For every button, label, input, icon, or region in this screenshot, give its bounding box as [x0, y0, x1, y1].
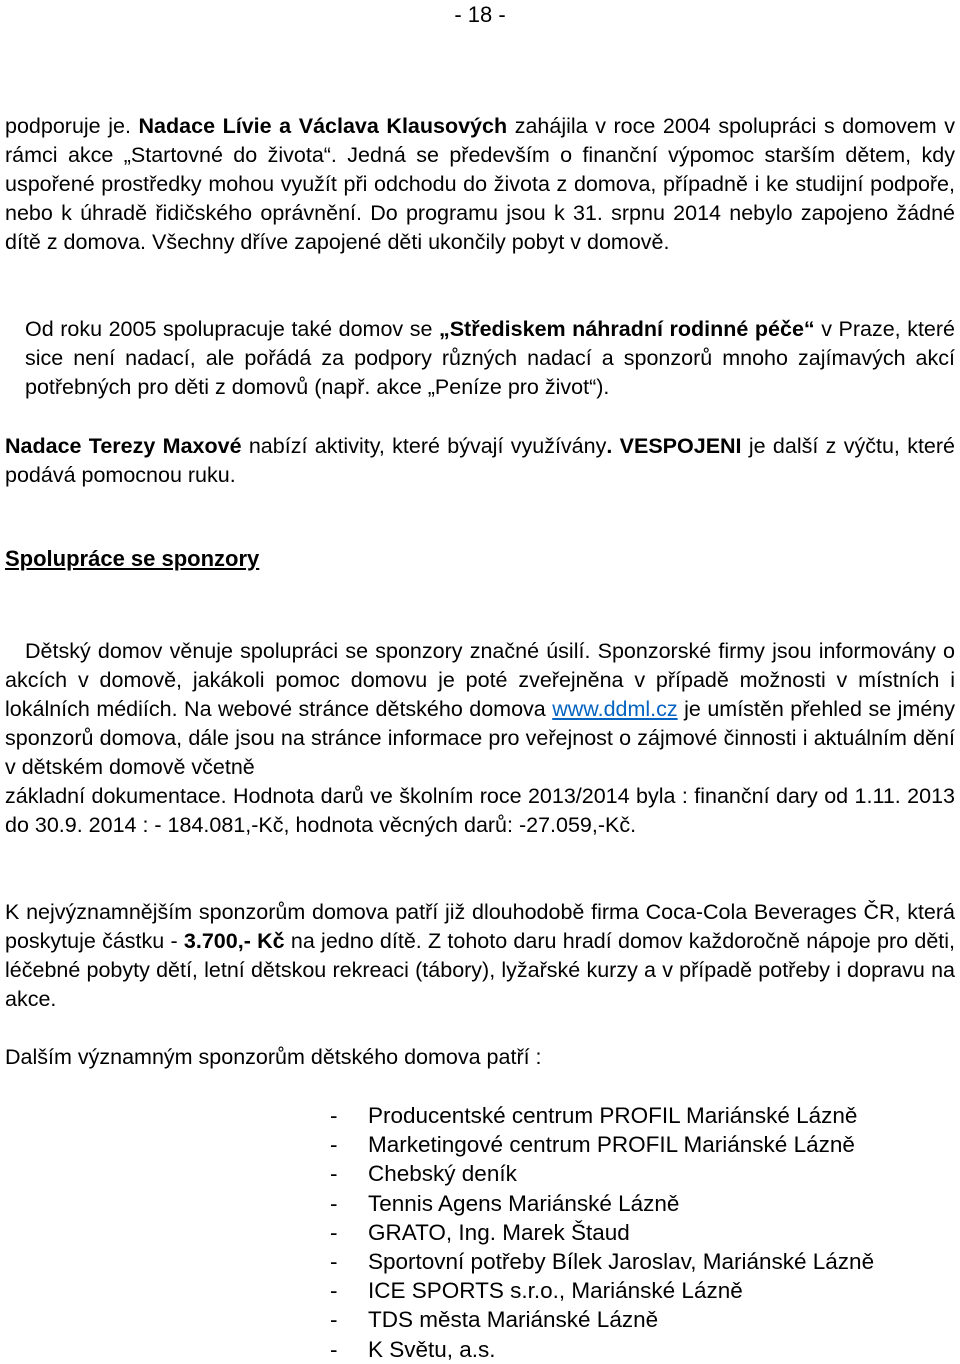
- list-item: [330, 1247, 874, 1276]
- text: podporuje je.: [5, 114, 139, 138]
- text: na jedno dítě. Z tohoto daru hradí domov každoročně nápoje pro děti, léčebné pobyty dětí, letní dětskou rekreaci (tábory), lyžařské kurzy a v případě potřeby i dopravu na akce.: [5, 929, 955, 1011]
- sponsor-name: K Světu, a.s.: [368, 1336, 496, 1362]
- list-dash: -: [330, 1278, 338, 1304]
- sponsor-name: Chebský deník: [368, 1161, 517, 1187]
- sponsor-list: [330, 1101, 874, 1364]
- list-dash: -: [330, 1336, 338, 1362]
- sponsor-name: TDS města Mariánské Lázně: [368, 1307, 659, 1333]
- text: je další z výčtu, které podává pomocnou ruku.: [5, 434, 956, 487]
- sponsor-name: Sportovní potřeby Bílek Jaroslav, Mariánské Lázně: [368, 1248, 875, 1274]
- list-dash: -: [330, 1219, 338, 1245]
- list-item: [330, 1189, 874, 1218]
- list-item: [330, 1305, 874, 1334]
- text: K nejvýznamnějším sponzorům domova patří již dlouhodobě firma Coca-Cola Beverages ČR, která poskytuje částku -: [5, 900, 955, 953]
- list-item: [330, 1159, 874, 1188]
- list-item: [330, 1335, 874, 1364]
- amount: 3.700,- Kč: [183, 929, 285, 953]
- text: základní dokumentace. Hodnota darů ve školním roce 2013/2014 byla : finanční dary od 1.11. 2013 do 30.9. 2014 : - 184.081,-Kč, hodnota věcných darů: -27.059,-Kč.: [5, 784, 955, 837]
- list-dash: -: [330, 1248, 338, 1274]
- sponsor-name: Producentské centrum PROFIL Mariánské Lázně: [368, 1103, 858, 1128]
- list-item: [330, 1276, 874, 1305]
- text: Od roku 2005 spolupracuje také domov se: [25, 317, 439, 341]
- list-item: [330, 1218, 874, 1247]
- center-name: „Střediskem náhradní rodinné péče“: [438, 317, 815, 341]
- section-heading: Spolupráce se sponzory: [5, 546, 260, 571]
- paragraph-klaus-foundation: [5, 112, 955, 257]
- text: zahájila v roce 2004 spolupráci s domovem v rámci akce „Startovné do života“. Jedná se především o finanční výpomoc starším dětem, kdy uspořené prostředky mohou využít při odchodu do života z domova, případně i ke studijní podpoře, nebo k úhradě řidičského oprávnění. Do programu jsou k 31. srpnu 2014 nebylo zapojeno žádné dítě z domova. Všechny dříve zapojené děti ukončily pobyt v domově.: [5, 114, 956, 254]
- paragraph-sponsors-intro: Dalším významným sponzorům dětského domova patří :: [5, 1045, 542, 1069]
- list-item: [330, 1130, 874, 1159]
- text: Dětský domov věnuje spolupráci se sponzory značné úsilí. Sponzorské firmy jsou informovány o akcích v domově, jakákoli pomoc domovu je poté zveřejněna v případě možnosti v místních i lokálních médiích. Na webové stránce dětského domova: [5, 639, 955, 721]
- list-dash: -: [330, 1103, 338, 1128]
- paragraph-maxova-foundation: [5, 432, 955, 490]
- sponsor-name: Tennis Agens Mariánské Lázně: [368, 1190, 680, 1216]
- sponsor-name: ICE SPORTS s.r.o., Mariánské Lázně: [368, 1278, 743, 1304]
- page-number: - 18 -: [454, 2, 506, 27]
- sponsor-name: GRATO, Ing. Marek Štaud: [368, 1219, 630, 1245]
- text: je umístěn přehled se jmény sponzorů domova, dále jsou na stránce informace pro veřejnost o zájmové činnosti i aktuálním dění v dětském domově včetně: [5, 697, 955, 779]
- list-dash: -: [330, 1307, 338, 1333]
- paragraph-coca-cola: [5, 898, 955, 1014]
- foundation-name: Nadace Terezy Maxové: [5, 434, 242, 458]
- list-dash: -: [330, 1161, 338, 1187]
- paragraph-sponsorship: [5, 637, 955, 840]
- text: v Praze, které sice není nadací, ale pořádá za podpory různých nadací a sponzorů mnoho zajímavých akcí potřebných pro děti z domovů (např. akce „Peníze pro život“).: [25, 317, 955, 399]
- sponsor-name: Marketingové centrum PROFIL Mariánské Lázně: [368, 1132, 855, 1158]
- website-link[interactable]: www.ddml.cz: [552, 697, 678, 721]
- list-item: [330, 1101, 874, 1130]
- vespojeni-name: . VESPOJENI: [606, 434, 742, 458]
- text: nabízí aktivity, které bývají využívány: [241, 434, 607, 458]
- list-dash: -: [330, 1132, 338, 1158]
- foundation-name: Nadace Lívie a Václava Klausových: [138, 114, 508, 138]
- list-dash: -: [330, 1190, 338, 1216]
- paragraph-nrp-center: [5, 315, 955, 402]
